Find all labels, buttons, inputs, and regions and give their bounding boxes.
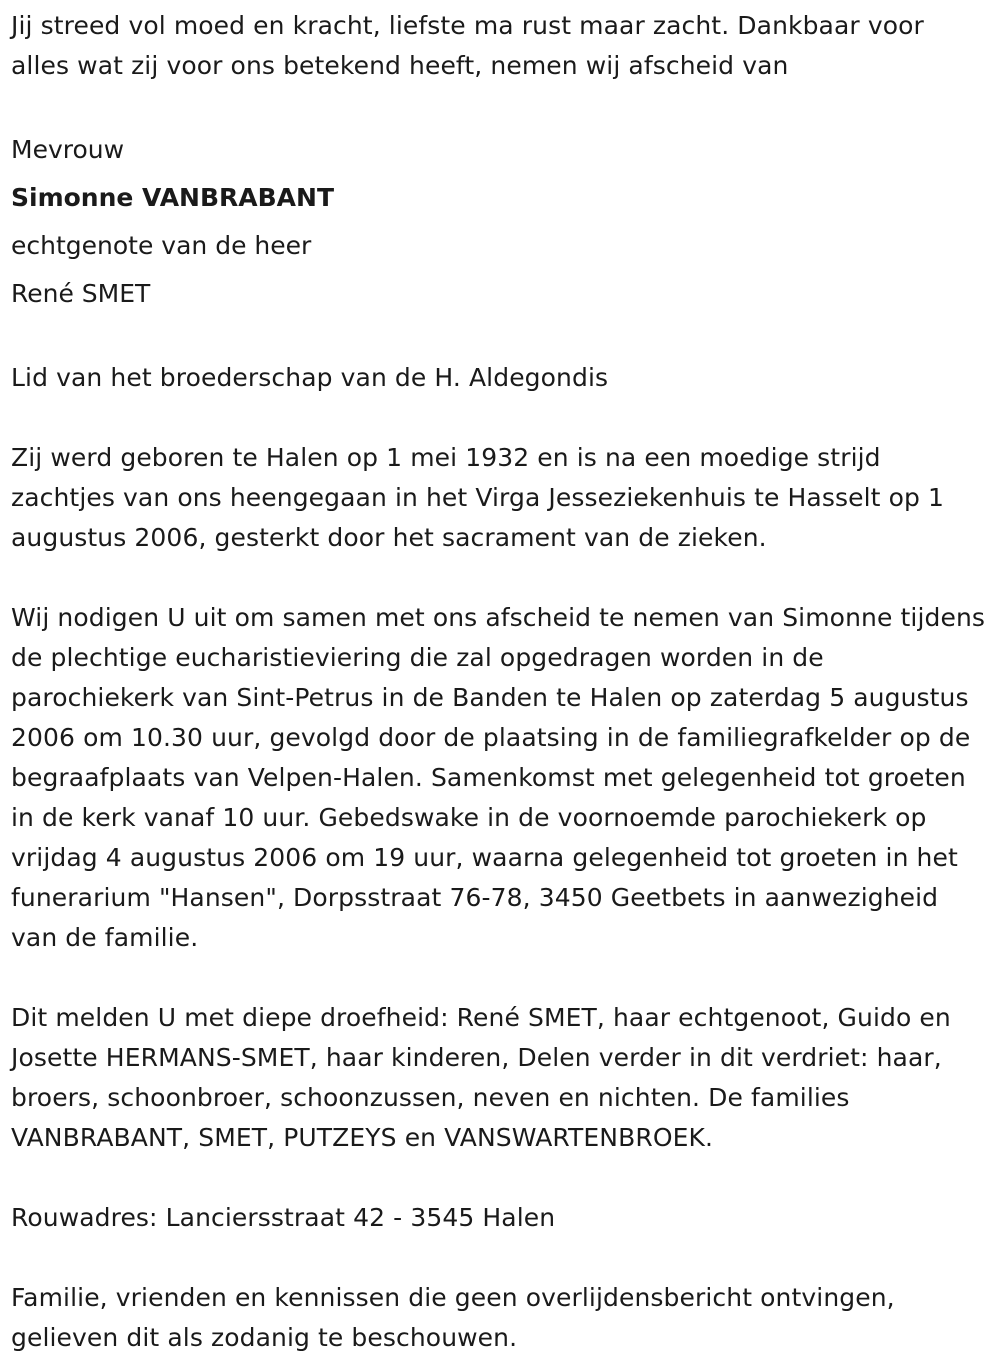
spacer bbox=[11, 1158, 988, 1198]
relation-text: echtgenote van de heer bbox=[11, 231, 312, 260]
closing-paragraph: Familie, vrienden en kennissen die geen overlijdensbericht ontvingen, gelieven dit als zodanig te beschouwen. bbox=[11, 1283, 895, 1352]
spacer bbox=[11, 958, 988, 998]
birth-death-paragraph: Zij werd geboren te Halen op 1 mei 1932 en is na een moedige strijd zachtjes van ons heengegaan in het Virga Jesseziekenhuis te Hasselt op 1 augustus 2006, gesterkt door het sacrament van de zieken. bbox=[11, 443, 944, 552]
spacer bbox=[11, 398, 988, 438]
deceased-name: Simonne VANBRABANT bbox=[11, 183, 335, 212]
membership-text: Lid van het broederschap van de H. Aldegondis bbox=[11, 363, 609, 392]
intro-paragraph: Jij streed vol moed en kracht, liefste ma rust maar zacht. Dankbaar voor alles wat zij voor ons betekend heeft, nemen wij afscheid van bbox=[11, 11, 924, 80]
invitation-paragraph: Wij nodigen U uit om samen met ons afscheid te nemen van Simonne tijdens de plechtige eucharistieviering die zal opgedragen worden in de parochiekerk van Sint-Petrus in de Banden te Halen op zaterdag 5 augustus 2006 om 10.30 uur, gevolgd door de plaatsing in de familiegrafkelder op de begraafplaats van Velpen-Halen. Samenkomst met gelegenheid tot groeten in de kerk vanaf 10 uur. Gebedswake in de voornoemde parochiekerk op vrijdag 4 augustus 2006 om 19 uur, waarna gelegenheid tot groeten in het funerarium "Hansen", Dorpsstraat 76-78, 3450 Geetbets in aanwezigheid van de familie. bbox=[11, 603, 986, 952]
title-text: Mevrouw bbox=[11, 135, 125, 164]
spouse-name: René SMET bbox=[11, 279, 151, 308]
spacer bbox=[11, 1238, 988, 1278]
spacer bbox=[11, 318, 988, 358]
announcement-paragraph: Dit melden U met diepe droefheid: René SMET, haar echtgenoot, Guido en Josette HERMANS-SMET, haar kinderen, Delen verder in dit verdriet: haar, broers, schoonbroer, schoonzussen, neven en nichten. De families VANBRABANT, SMET, PUTZEYS en VANSWARTENBROEK. bbox=[11, 1003, 951, 1152]
spacer bbox=[11, 558, 988, 598]
spacer bbox=[11, 86, 988, 126]
address-text: Rouwadres: Lanciersstraat 42 - 3545 Halen bbox=[11, 1203, 556, 1232]
